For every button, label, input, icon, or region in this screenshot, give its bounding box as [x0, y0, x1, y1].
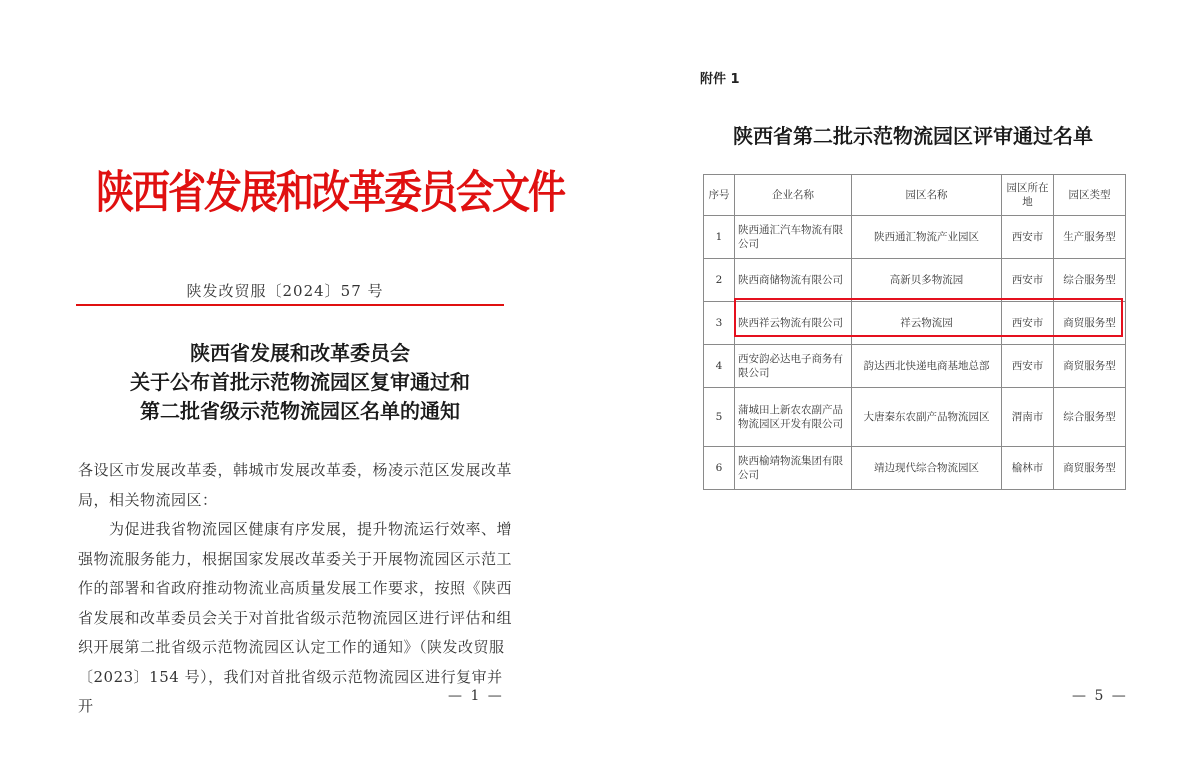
table-row [704, 259, 1126, 302]
cell-park-name: 陕西通汇物流产业园区 [852, 216, 1002, 259]
cell-park-type: 商贸服务型 [1054, 345, 1126, 388]
cell-company: 陕西祥云物流有限公司 [735, 302, 852, 345]
cell-index: 1 [704, 216, 735, 259]
notice-title-line-2: 关于公布首批示范物流园区复审通过和 [130, 370, 470, 394]
table-row-highlighted [704, 302, 1126, 345]
cell-location: 西安市 [1002, 302, 1054, 345]
addressee-paragraph: 各设区市发展改革委，韩城市发展改革委，杨凌示范区发展改革局，相关物流园区： [78, 461, 513, 509]
body-paragraph: 为促进我省物流园区健康有序发展，提升物流运行效率、增强物流服务能力，根据国家发展改革委关于开展物流园区示范工作的部署和省政府推动物流业高质量发展工作要求，按照《陕西省发展和改革委员会关于对首批省级示范物流园区进行评估和组织开展第二批省级示范物流园区认定工作的通知》（陕发改贸服〔2023〕154 号），我们对首批省级示范物流园区进行复审并开 [78, 520, 513, 715]
red-divider-line [76, 304, 504, 306]
notice-title [60, 339, 540, 426]
table-header-row [704, 175, 1126, 216]
table-row [704, 345, 1126, 388]
cell-location: 西安市 [1002, 216, 1054, 259]
cell-park-type: 生产服务型 [1054, 216, 1126, 259]
cell-location: 西安市 [1002, 259, 1054, 302]
logistics-park-table [703, 174, 1126, 490]
cell-park-name: 靖边现代综合物流园区 [852, 447, 1002, 490]
cell-park-name: 祥云物流园 [852, 302, 1002, 345]
cell-index: 3 [704, 302, 735, 345]
attachment-label: 附件 1 [700, 72, 740, 87]
header-index: 序号 [704, 175, 735, 216]
cell-company: 陕西通汇汽车物流有限公司 [735, 216, 852, 259]
cell-index: 4 [704, 345, 735, 388]
table-row [704, 447, 1126, 490]
cell-company: 蒲城田上新农农副产品物流园区开发有限公司 [735, 388, 852, 447]
cell-index: 2 [704, 259, 735, 302]
cell-park-type: 商贸服务型 [1054, 447, 1126, 490]
page-number: — 1 — [448, 688, 504, 704]
header-park-name: 园区名称 [852, 175, 1002, 216]
table-row [704, 388, 1126, 447]
cell-location: 西安市 [1002, 345, 1054, 388]
cell-company: 西安韵必达电子商务有限公司 [735, 345, 852, 388]
cell-index: 5 [704, 388, 735, 447]
cell-index: 6 [704, 447, 735, 490]
cell-company: 陕西榆靖物流集团有限公司 [735, 447, 852, 490]
document-number: 陕发改贸服〔2024〕57 号 [186, 282, 384, 300]
notice-body [78, 456, 512, 722]
cell-location: 渭南市 [1002, 388, 1054, 447]
cell-park-type: 综合服务型 [1054, 259, 1126, 302]
cell-park-type: 综合服务型 [1054, 388, 1126, 447]
notice-title-line-1: 陕西省发展和改革委员会 [190, 341, 410, 365]
list-title: 陕西省第二批示范物流园区评审通过名单 [733, 124, 1093, 148]
notice-title-line-3: 第二批省级示范物流园区名单的通知 [140, 399, 460, 423]
document-red-header: 陕西省发展和改革委员会文件 [96, 165, 565, 219]
header-company: 企业名称 [735, 175, 852, 216]
cell-park-type: 商贸服务型 [1054, 302, 1126, 345]
table-row [704, 216, 1126, 259]
cell-company: 陕西商储物流有限公司 [735, 259, 852, 302]
cell-park-name: 大唐秦东农副产品物流园区 [852, 388, 1002, 447]
header-park-type: 园区类型 [1054, 175, 1126, 216]
document-page-5 [600, 0, 1200, 764]
cell-park-name: 高新贝多物流园 [852, 259, 1002, 302]
header-location: 园区所在地 [1002, 175, 1054, 216]
page-number: — 5 — [1072, 688, 1128, 704]
cell-location: 榆林市 [1002, 447, 1054, 490]
cell-park-name: 韵达西北快递电商基地总部 [852, 345, 1002, 388]
